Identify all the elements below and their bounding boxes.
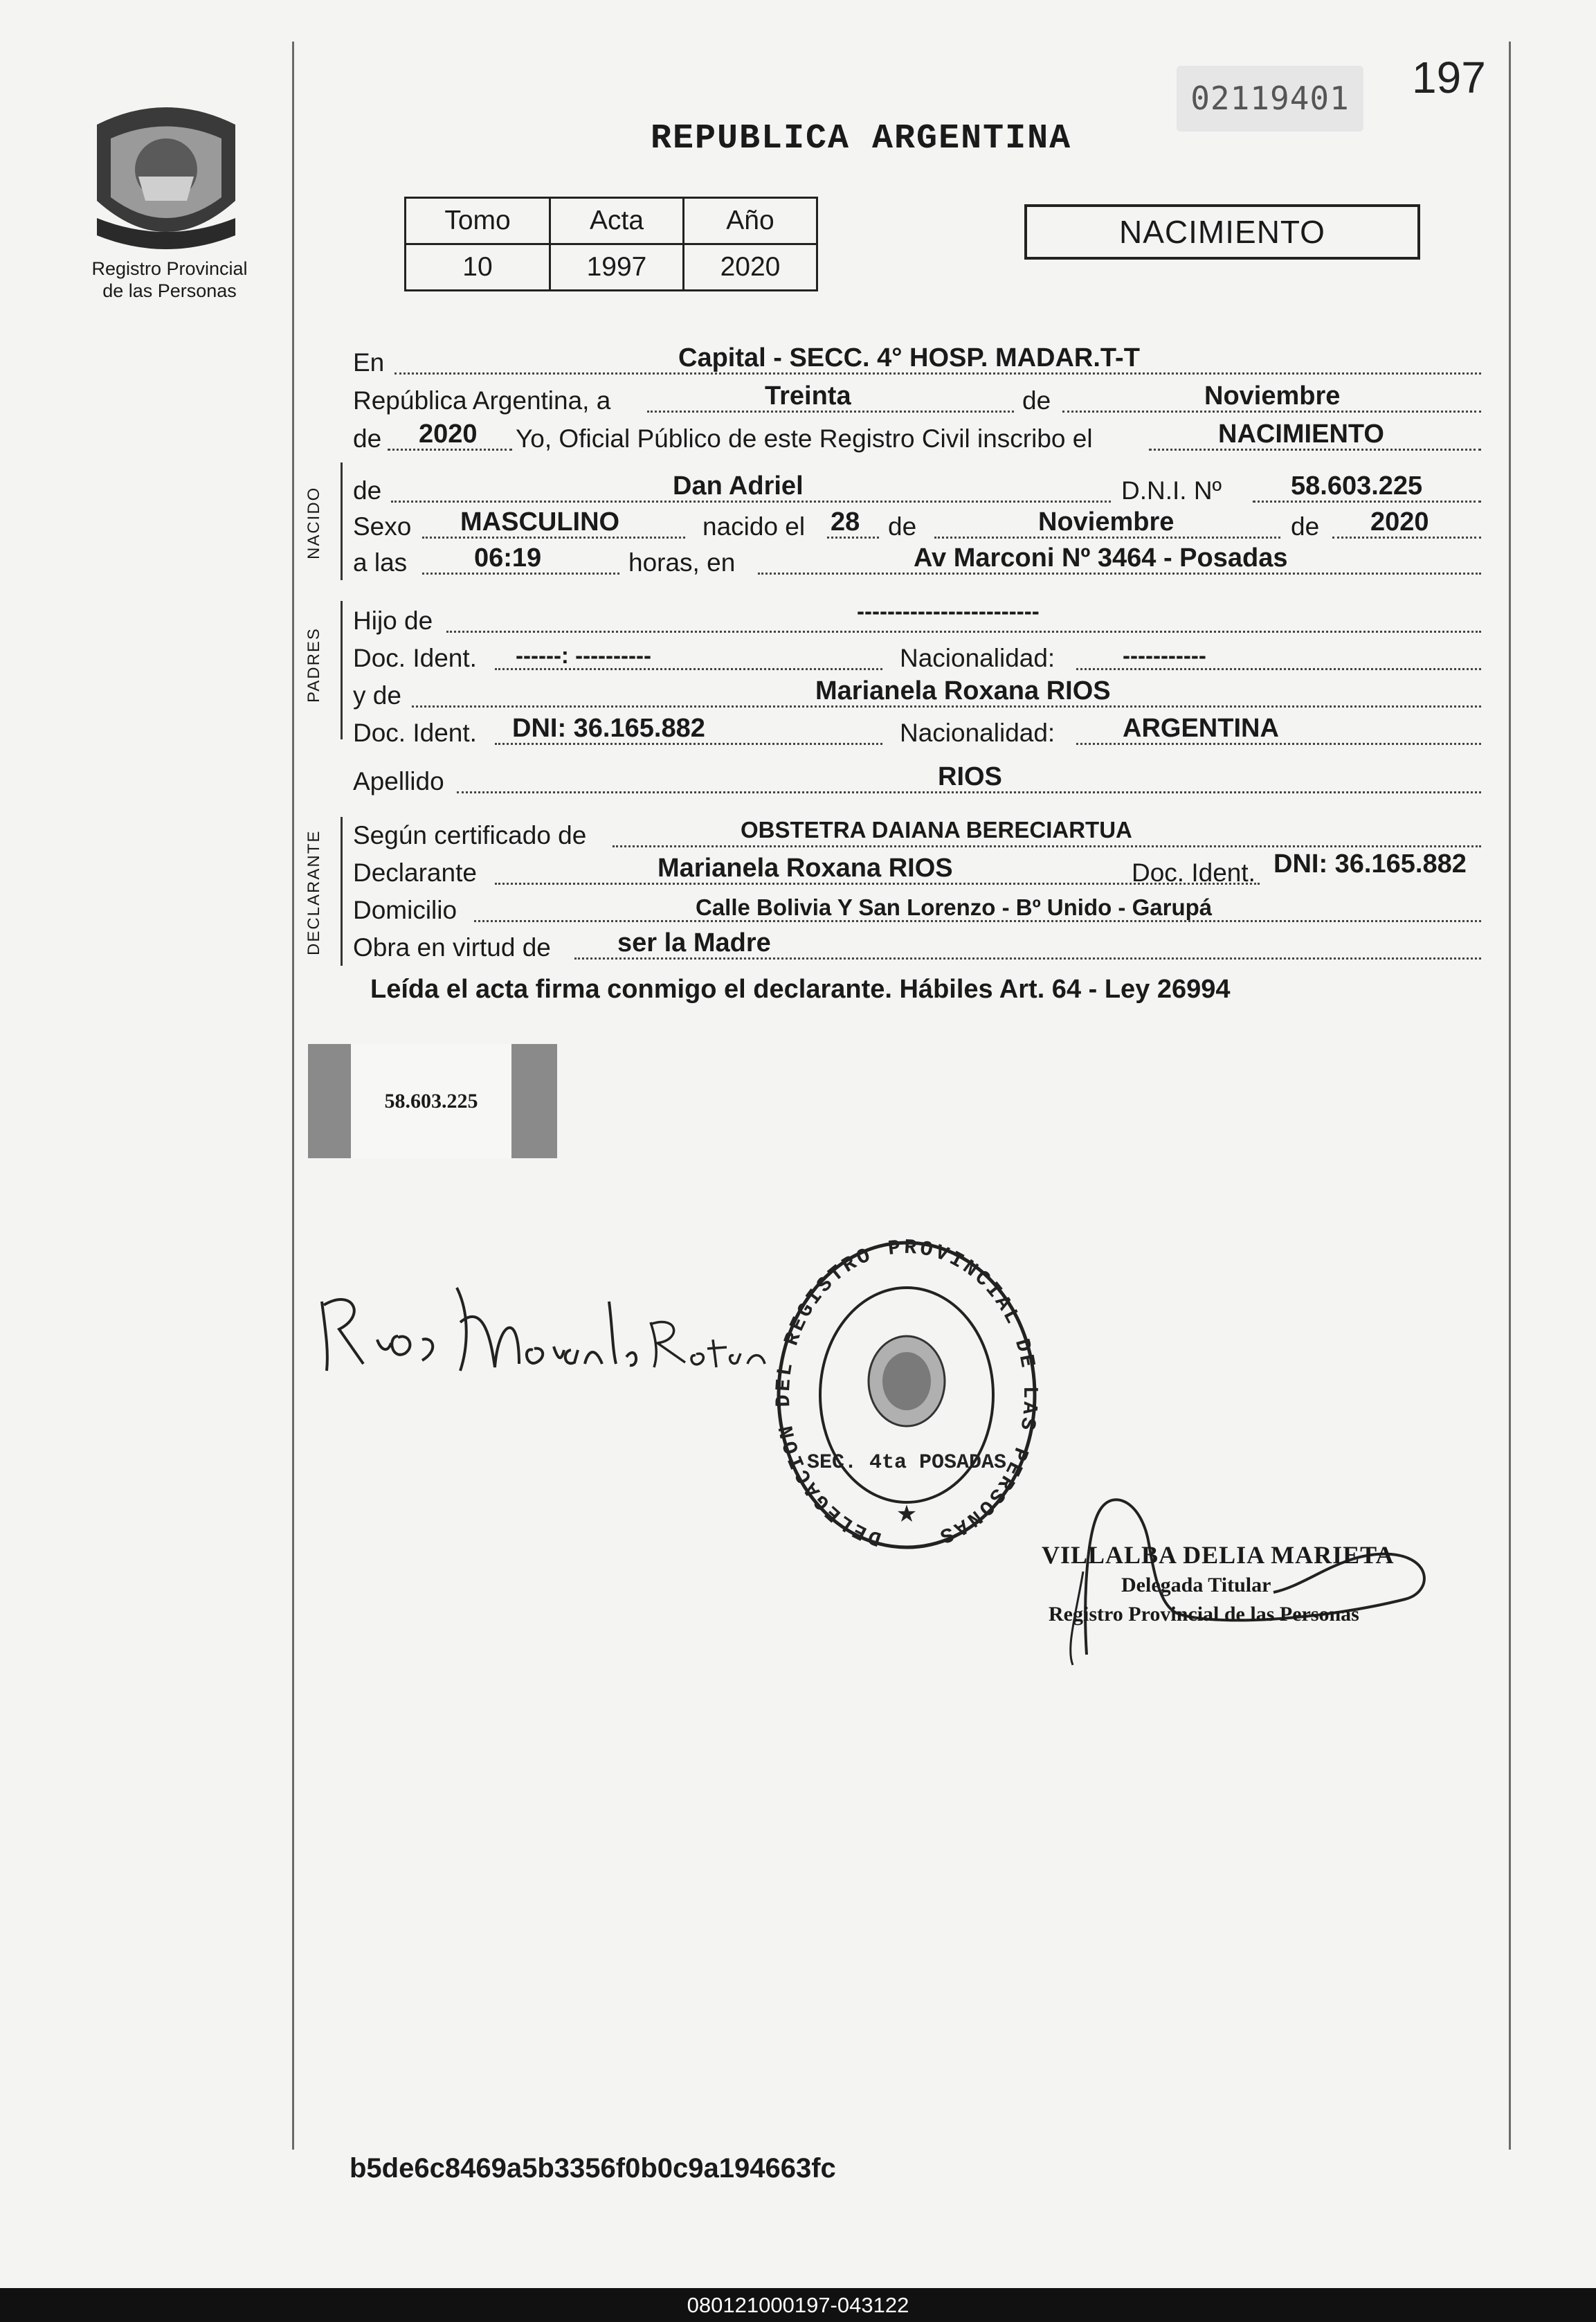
svg-text:★: ★: [896, 1501, 918, 1527]
row-republica: República Argentina, a Treinta de Noviembre: [353, 381, 1481, 420]
birth-year: 2020: [1370, 507, 1429, 537]
father-nationality: -----------: [1123, 642, 1206, 668]
year: 2020: [419, 420, 478, 449]
page-number: 197: [1412, 53, 1486, 102]
official-role: Delegada Titular: [1121, 1574, 1271, 1596]
sexo: MASCULINO: [460, 507, 620, 537]
provincial-seal-icon: [83, 97, 249, 256]
row-mother: y de Marianela Roxana RIOS: [353, 676, 1481, 714]
left-margin-line: [292, 42, 294, 2150]
dni-stub: [308, 1044, 557, 1158]
row-certificado: Según certificado de OBSTETRA DAIANA BERECIARTUA: [353, 816, 1481, 854]
birth-place: Av Marconi Nº 3464 - Posadas: [914, 543, 1288, 573]
record-table: [404, 197, 818, 291]
row-sexo: Sexo MASCULINO nacido el 28 de Noviembre de 2020: [353, 507, 1481, 546]
mother-name: Marianela Roxana RIOS: [815, 676, 1111, 705]
closing-statement: Leída el acta firma conmigo el declarante. Hábiles Art. 64 - Ley 26994: [370, 975, 1231, 1004]
certificate-issuer: OBSTETRA DAIANA BERECIARTUA: [741, 817, 1132, 843]
declarant-relation: ser la Madre: [617, 928, 771, 957]
official-block: [1042, 1540, 1395, 1626]
country-title: REPUBLICA ARGENTINA: [651, 119, 1072, 159]
declarant-address: Calle Bolivia Y San Lorenzo - Bº Unido - Garupá: [696, 894, 1213, 920]
header-tomo: Tomo: [406, 198, 550, 244]
child-dni: 58.603.225: [1291, 471, 1423, 501]
place: Capital - SECC. 4° HOSP. MADAR.T-T: [678, 343, 1140, 372]
father-name: ------------------------: [857, 598, 1040, 624]
row-time: a las 06:19 horas, en Av Marconi Nº 3464 - Posadas: [353, 543, 1481, 582]
declarant-name: Marianela Roxana RIOS: [658, 854, 953, 883]
section-nacido: NACIDO: [305, 486, 323, 559]
header-acta: Acta: [550, 198, 684, 244]
row-en: En Capital - SECC. 4° HOSP. MADAR.T-T: [353, 343, 1481, 381]
row-domicilio: Domicilio Calle Bolivia Y San Lorenzo - Bº Unido - Garupá: [353, 890, 1481, 929]
section-declarante: DECLARANTE: [305, 829, 323, 955]
birth-time: 06:19: [474, 543, 542, 573]
registry-caption: Registro Provincial de las Personas: [91, 258, 248, 301]
document-type: NACIMIENTO: [1024, 204, 1420, 260]
day: Treinta: [765, 381, 851, 411]
value-tomo: 10: [406, 244, 550, 291]
registry-stamp: [768, 1232, 1045, 1565]
document-hash: b5de6c8469a5b3356f0b0c9a194663fc: [350, 2153, 836, 2184]
birth-month: Noviembre: [1038, 507, 1175, 537]
row-apellido: Apellido RIOS: [353, 762, 1481, 800]
svg-text:DELEGACION DEL REGISTRO PROVIN: DELEGACION DEL REGISTRO PROVINCIAL DE LAS PERSONAS: [772, 1236, 1042, 1550]
row-father: Hijo de ------------------------: [353, 601, 1481, 640]
right-margin-line: [1509, 42, 1511, 2150]
father-doc: ------: ----------: [516, 642, 651, 668]
declarant-signature: [311, 1274, 796, 1385]
value-acta: 1997: [550, 244, 684, 291]
mother-doc: DNI: 36.165.882: [512, 714, 705, 743]
row-name: de Dan Adriel D.N.I. Nº 58.603.225: [353, 471, 1481, 510]
section-padres: PADRES: [305, 627, 323, 703]
stub-number: 58.603.225: [351, 1044, 511, 1158]
header-ano: Año: [684, 198, 817, 244]
mother-nationality: ARGENTINA: [1123, 714, 1279, 743]
footer-code: 080121000197-043122: [0, 2288, 1596, 2322]
official-organization: Registro Provincial de las Personas: [1049, 1603, 1359, 1626]
official-name: VILLALBA DELIA MARIETA: [1042, 1541, 1395, 1569]
row-obra: Obra en virtud de ser la Madre: [353, 928, 1481, 966]
declarant-doc: DNI: 36.165.882: [1273, 849, 1467, 879]
svg-text:SEC. 4ta POSADAS: SEC. 4ta POSADAS: [806, 1451, 1007, 1475]
act-type: NACIMIENTO: [1218, 420, 1384, 449]
row-mother-doc: Doc. Ident. DNI: 36.165.882 Nacionalidad: ARGENTINA: [353, 713, 1481, 752]
surname: RIOS: [938, 762, 1002, 791]
row-father-doc: Doc. Ident. ------: ---------- Nacionalidad: -----------: [353, 638, 1481, 677]
birth-day: 28: [831, 507, 860, 537]
child-name: Dan Adriel: [673, 471, 804, 501]
row-year: de 2020 Yo, Oficial Público de este Registro Civil inscribo el NACIMIENTO: [353, 419, 1481, 458]
value-ano: 2020: [684, 244, 817, 291]
serial-number: 02119401: [1177, 66, 1363, 132]
month: Noviembre: [1204, 381, 1341, 411]
row-declarante: Declarante Marianela Roxana RIOS Doc. Ident. DNI: 36.165.882: [353, 849, 1467, 887]
